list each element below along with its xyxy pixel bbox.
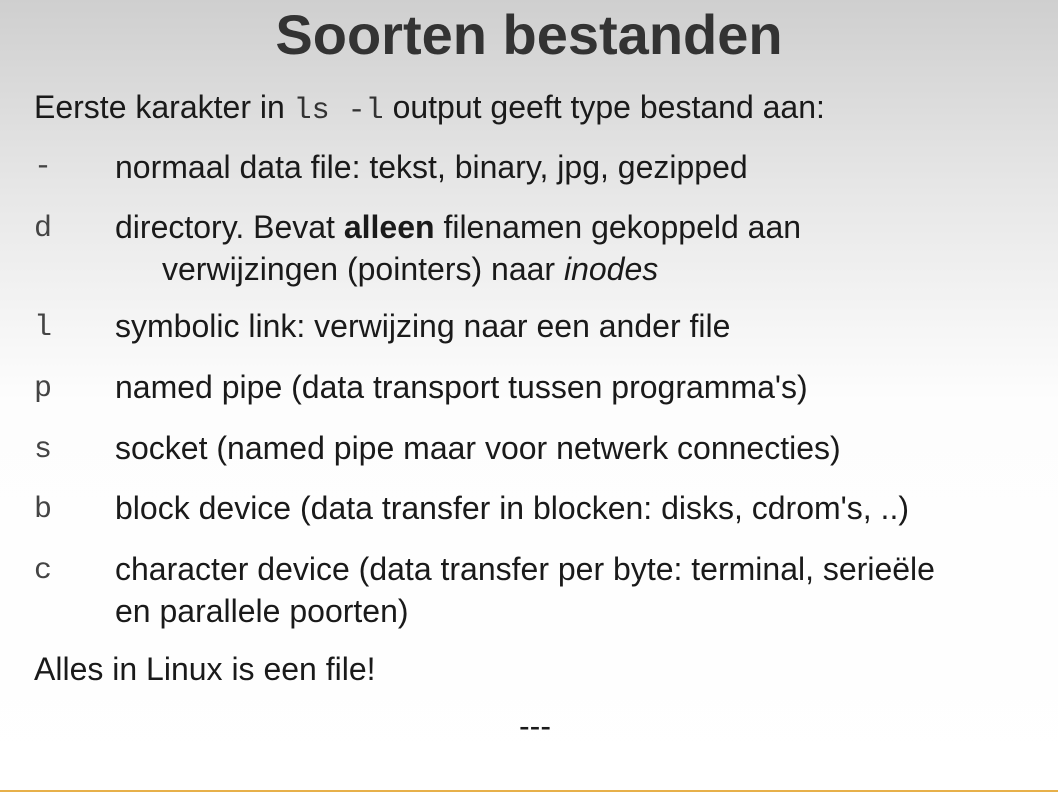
directory-cont-pre: verwijzingen (pointers) naar [162,251,564,287]
type-desc-regular: normaal data file: tekst, binary, jpg, gezipped [115,149,748,185]
type-desc-character-cont: en parallele poorten) [115,593,409,629]
type-desc-block: block device (data transfer in blocken: disks, cdrom's, ..) [115,490,909,526]
type-code-regular: - [34,150,53,184]
type-desc-socket: socket (named pipe maar voor netwerk connecties) [115,430,841,466]
type-desc-pipe: named pipe (data transport tussen programma's) [115,369,808,405]
type-desc-character: character device (data transfer per byte: terminal, serieële [115,551,935,587]
type-desc-symlink: symbolic link: verwijzing naar een ander file [115,308,731,344]
type-code-directory: d [34,212,53,246]
type-code-socket: s [34,433,53,467]
directory-cont-italic: inodes [563,251,659,287]
type-code-symlink: l [34,311,53,345]
separator-text: --- [519,708,551,744]
intro-text-before: Eerste karakter in [34,89,294,125]
intro-line [34,86,825,132]
intro-text-after: output geeft type bestand aan: [383,89,825,125]
slide-title: Soorten bestanden [275,3,783,66]
type-code-pipe: p [34,372,53,406]
type-desc-directory-cont [162,248,658,290]
bottom-divider [0,790,1058,792]
type-desc-directory [115,206,801,248]
directory-text-pre: directory. Bevat [115,209,344,245]
footer-text: Alles in Linux is een file! [34,651,376,687]
directory-text-post: filenamen gekoppeld aan [434,209,802,245]
type-code-character: c [34,554,53,588]
directory-text-bold: alleen [343,209,435,245]
intro-command: ls -l [293,94,384,128]
type-code-block: b [34,493,53,527]
